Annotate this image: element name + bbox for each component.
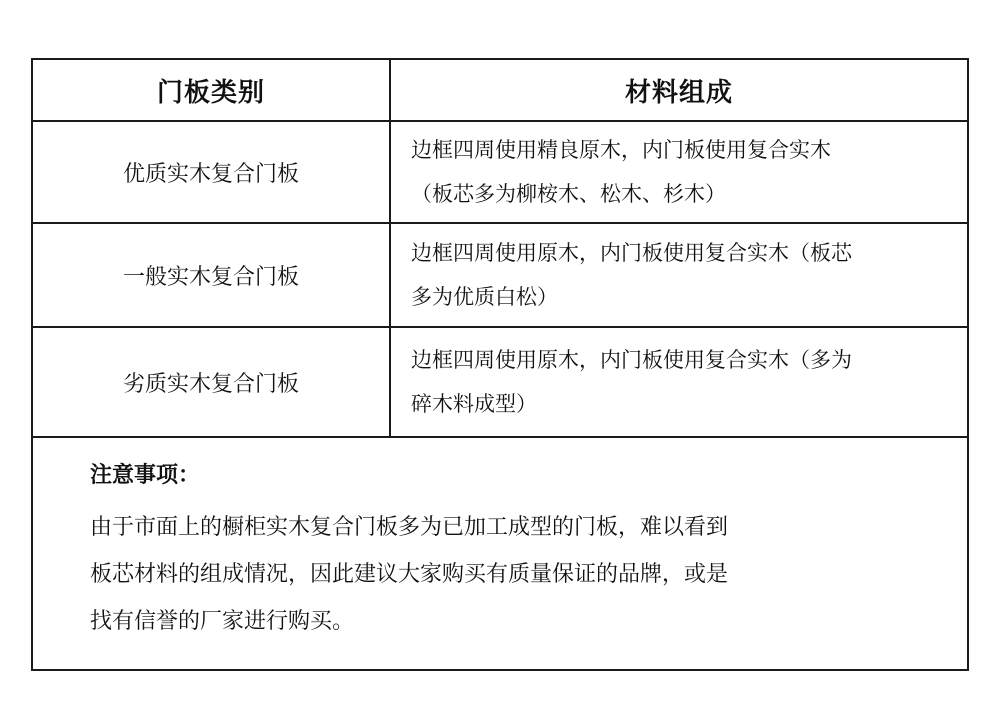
- material-line: 边框四周使用原木，内门板使用复合实木（板芯: [411, 241, 852, 265]
- notes-line: 板芯材料的组成情况，因此建议大家购买有质量保证的品牌，或是: [90, 562, 729, 587]
- row-category-inferior: 劣质实木复合门板: [33, 328, 391, 436]
- row-material-standard: [391, 224, 967, 326]
- notes-line: 由于市面上的橱柜实木复合门板多为已加工成型的门板，难以看到: [90, 515, 729, 540]
- row-category-standard: 一般实木复合门板: [33, 224, 391, 326]
- notes-title: 注意事项：: [90, 463, 201, 488]
- table-row: [33, 328, 967, 438]
- material-line: （板芯多为柳桉木、松木、杉木）: [411, 182, 726, 206]
- table-row: [33, 122, 967, 224]
- row-category-premium: 优质实木复合门板: [33, 122, 391, 222]
- header-door-category: 门板类别: [33, 60, 391, 120]
- material-line: 边框四周使用原木，内门板使用复合实木（多为: [411, 348, 852, 372]
- material-line: 边框四周使用精良原木，内门板使用复合实木: [411, 138, 831, 162]
- row-material-inferior: [391, 328, 967, 436]
- material-comparison-table: [31, 58, 969, 671]
- table-row: [33, 224, 967, 328]
- material-line: 碎木料成型）: [411, 392, 537, 416]
- notes-section: [33, 438, 967, 645]
- header-material-composition: 材料组成: [624, 77, 733, 108]
- row-material-premium: [391, 122, 967, 222]
- material-line: 多为优质白松）: [411, 285, 558, 309]
- table-header-row: [33, 60, 967, 122]
- notes-line: 找有信誉的厂家进行购买。: [90, 609, 355, 634]
